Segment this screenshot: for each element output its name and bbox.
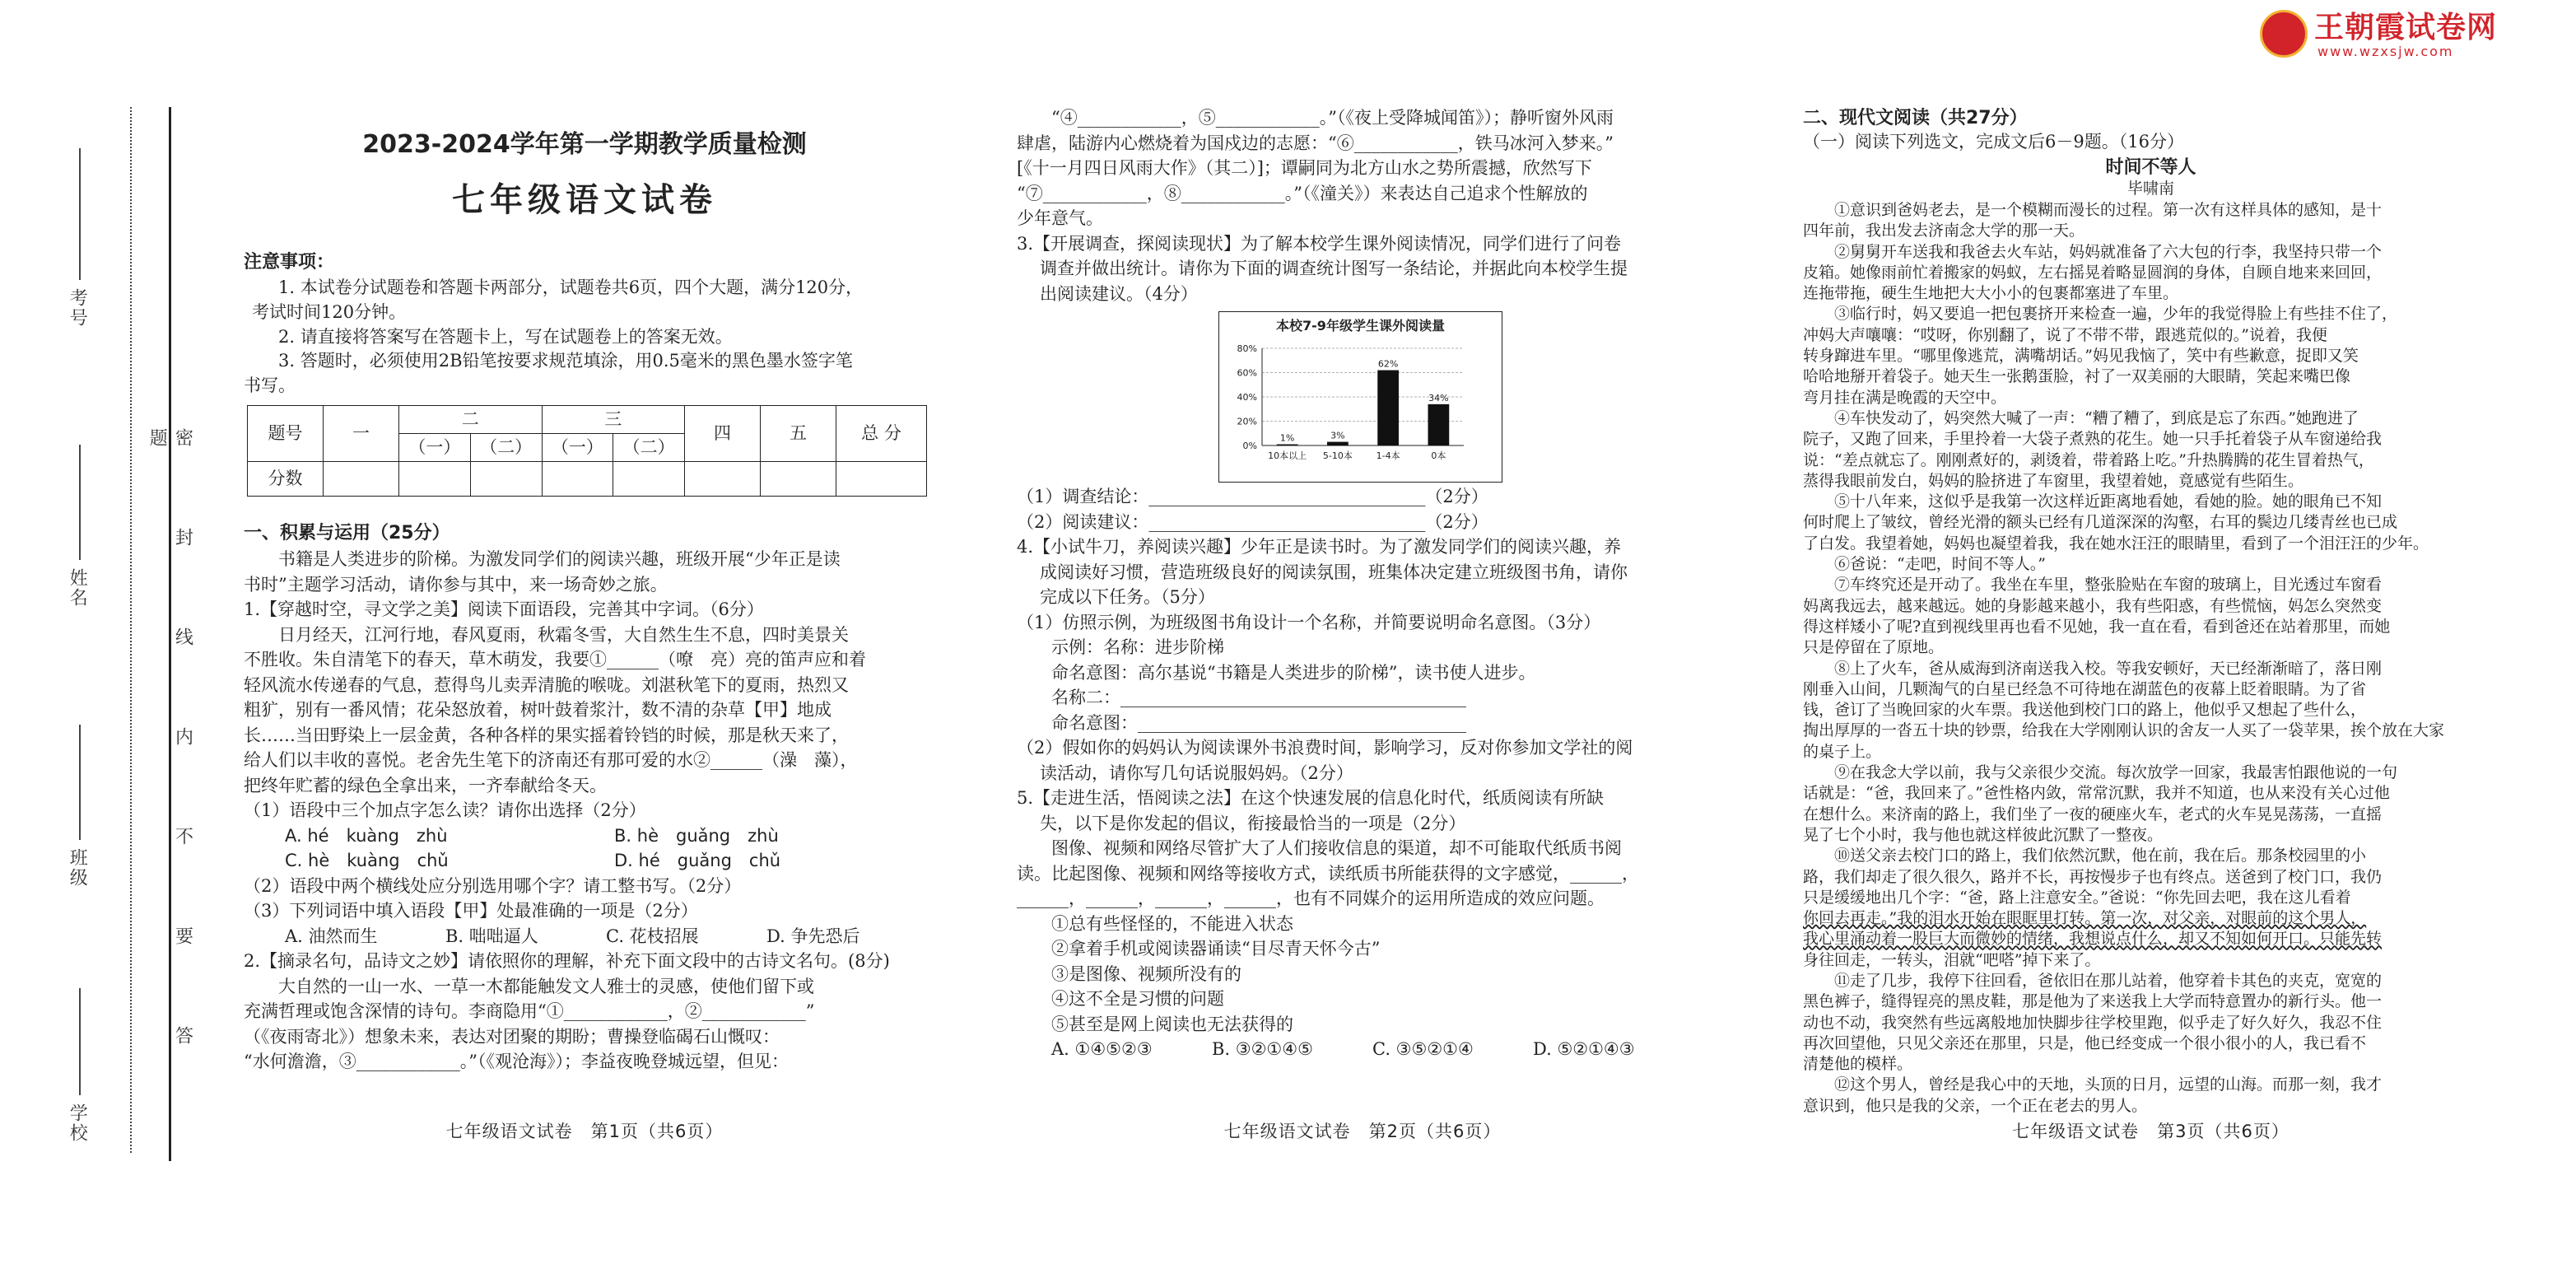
article-line: 弯月挂在满是晚霞的天空中。 bbox=[1803, 388, 2007, 407]
q2-cont-line: “④____________，⑤____________。”（《夜上受降城闻笛》）；静听窗外风雨 bbox=[1051, 108, 1614, 128]
page-3-footer: 七年级语文试卷 第3页（共6页） bbox=[2012, 1122, 2290, 1141]
option-d[interactable]: D. 争先恐后 bbox=[766, 926, 860, 946]
article-line: 院子，又跑了回来，手里拎着一大袋子煮熟的花生。她一只手托着袋子从车窗递给我 bbox=[1803, 430, 2383, 449]
page-1-footer: 七年级语文试卷 第1页（共6页） bbox=[445, 1122, 724, 1141]
site-logo bbox=[2260, 7, 2540, 59]
question-4: 4.【小试牛刀，养阅读兴趣】少年正是读书时。为了激发同学们的阅读兴趣，养 bbox=[1017, 537, 1622, 557]
question-4-2: （2）假如你的妈妈认为阅读课外书浪费时间，影响学习，反对你参加文学社的阅 bbox=[1017, 738, 1633, 758]
option-d[interactable]: D. hé guǎng chǔ bbox=[614, 851, 781, 870]
options-row bbox=[1017, 1037, 1708, 1062]
question-1: 1.【穿越时空，寻文学之美】阅读下面语段，完善其中字词。（6分） bbox=[244, 599, 764, 619]
q2-cont-line: 少年意气。 bbox=[1017, 208, 1103, 228]
question-5-line: 失，以下是你发起的倡议，衔接最恰当的一项是（2分） bbox=[1040, 813, 1466, 833]
y-tick-label: 0% bbox=[1242, 441, 1257, 451]
article-line: ⑤十八年来，这似乎是我第一次这样近距离地看她，看她的脸。她的眼角已不知 bbox=[1834, 492, 2383, 511]
note-line: 3. 答题时，必须使用2B铅笔按要求规范填涂，用0.5毫米的黑色墨水签字笔 bbox=[278, 351, 853, 371]
question-5: 5.【走进生活，悟阅读之法】在这个快速发展的信息化时代，纸质阅读有所缺 bbox=[1017, 788, 1605, 808]
x-tick-label: 5-10本 bbox=[1322, 450, 1353, 461]
sub-col: （一） bbox=[399, 434, 471, 462]
article-line: ④车快发动了，妈突然大喊了一声：“糟了糟了，到底是忘了东西。”她跑进了 bbox=[1834, 408, 2359, 427]
note-line: 1. 本试卷分试题卷和答题卡两部分，试题卷共6页，四个大题，满分120分， bbox=[278, 278, 864, 297]
y-tick-label: 20% bbox=[1237, 416, 1257, 427]
score-cell[interactable] bbox=[324, 462, 399, 497]
notes-block bbox=[244, 276, 927, 399]
article-line: 皮箱。她像雨前忙着搬家的妈蚁，左右摇晃着略显圆润的身体，自顾自地来来回回， bbox=[1803, 263, 2383, 282]
dotted-seal-line bbox=[130, 107, 132, 1153]
question-1-2: （2）语段中两个横线处应分别选用哪个字？请工整书写。（2分） bbox=[244, 875, 742, 896]
article-line: 蒸得我眼前发白，妈妈的脸挤进了车窗里，我望着她，竟感觉有些陌生。 bbox=[1803, 471, 2304, 490]
q2-cont-line: “⑦____________，⑧____________。”（《潼关》）来表达自己追求个性解放的 bbox=[1017, 183, 1588, 203]
school-label: 学校 bbox=[67, 1103, 88, 1143]
logo-emblem-icon bbox=[2260, 10, 2308, 58]
q2-cont-line: 肆虐，陆游内心燃烧着为国戍边的志愿：“⑥____________，铁马冰河入梦来。” bbox=[1017, 133, 1614, 153]
data-label: 1% bbox=[1279, 432, 1295, 444]
article-line: 四年前，我出发去济南念大学的那一天。 bbox=[1803, 222, 2085, 240]
article-line: 只是停留在了原地。 bbox=[1803, 638, 1945, 657]
seal-notice: 密 封 线 内 不 要 答 题 bbox=[147, 428, 193, 1082]
example-line: 示例：名称：进步阶梯 bbox=[1051, 637, 1224, 657]
chart-bar bbox=[1327, 442, 1349, 445]
col-1: 一 bbox=[324, 406, 399, 462]
article-line: ②舅舅开车送我和我爸去火车站，妈妈就准备了六大包的行李，我坚持只带一个 bbox=[1834, 242, 2383, 261]
col-5: 五 bbox=[761, 406, 836, 462]
article-line: 动也不动，我突然有些远离般地加快脚步往学校里跑，似乎走了好久好久，我忍不住 bbox=[1803, 1013, 2383, 1032]
name-answer-field[interactable]: 名称二：________________________________________ bbox=[1051, 688, 1466, 707]
data-label: 3% bbox=[1330, 430, 1345, 441]
sub-col: （一） bbox=[542, 434, 613, 462]
article-line: ⑪走了几步，我停下往回看，爸依旧在那儿站着，他穿着卡其色的夹克，宽宽的 bbox=[1834, 971, 2383, 990]
section-2-sub: （一）阅读下列选文，完成文后6－9题。（16分） bbox=[1803, 132, 2184, 152]
question-3-2: （2）阅读建议：________________________________（2分） bbox=[1017, 511, 1488, 532]
question-4-2-line: 读活动，请你写几句话说服妈妈。（2分） bbox=[1040, 763, 1353, 783]
question-4-1: （1）仿照示例，为班级图书角设计一个名称，并简要说明命名意图。（3分） bbox=[1017, 612, 1601, 632]
article-line: ⑨在我念大学以前，我与父亲很少交流。每次放学一回家，我最害怕跟他说的一句 bbox=[1834, 763, 2398, 782]
article-line: 我心里涌动着一股巨大而微妙的情绪，我想说点什么，却又不知如何开口。只能先转 bbox=[1803, 930, 2383, 949]
option-c[interactable]: C. ③⑤②①④ bbox=[1372, 1039, 1474, 1059]
options-row bbox=[244, 823, 927, 849]
y-tick-label: 60% bbox=[1237, 367, 1257, 379]
article-line: ⑩送父亲去校门口的路上，我们依然沉默，他在前，我在后。那条校园里的小 bbox=[1834, 847, 2367, 865]
score-cell[interactable] bbox=[761, 462, 836, 497]
article-line: 哈哈地掰开着袋子。她天生一张鹅蛋脸，衬了一双美丽的大眼睛，笑起来嘴巴像 bbox=[1803, 367, 2351, 386]
reading-chart bbox=[1218, 311, 1502, 483]
article-line: 钱，爸订了当晚回家的火车票。我送他到校门口的路上，他似乎又想起了些什么， bbox=[1803, 701, 2367, 720]
class-label: 班级 bbox=[67, 848, 88, 888]
y-tick-label: 80% bbox=[1237, 343, 1257, 354]
example-line: 命名意图：高尔基说“书籍是人类进步的阶梯”，读书使人进步。 bbox=[1051, 662, 1536, 683]
passage-line: 不胜收。朱自清笔下的春天，草木萌发，我要①______（嘹 亮）亮的笛声应和着 bbox=[244, 650, 866, 669]
question-3-line: 出阅读建议。（4分） bbox=[1040, 283, 1198, 304]
option-b[interactable]: B. 咄咄逼人 bbox=[445, 926, 538, 946]
passage-line: 长……当田野染上一层金黄，各种各样的果实摇着铃铛的时候，那是秋天来了， bbox=[244, 725, 849, 745]
passage-line: 把终年贮蓄的绿色全拿出来，一齐奉献给冬天。 bbox=[244, 775, 607, 795]
article-line: 得这样矮小了呢?直到视线里再也看不见她，我一直在看，看到爸还在站着那里，而她 bbox=[1803, 617, 2391, 636]
question-3-line: 调查并做出统计。请你为下面的调查统计图写一条结论，并据此向本校学生提 bbox=[1040, 259, 1628, 278]
col-2: 二 bbox=[399, 406, 543, 434]
article-line: ①意识到爸妈老去，是一个模糊而漫长的过程。第一次有这样具体的感知，是十 bbox=[1834, 201, 2383, 219]
article-line: 话就是：“爸，我回来了。”爸性格内敛，常常沉默，我并不知道，也从来没有关心过他 bbox=[1803, 784, 2390, 803]
chart-bar bbox=[1377, 371, 1399, 445]
score-cell[interactable] bbox=[470, 462, 542, 497]
option-d[interactable]: D. ⑤②①④③ bbox=[1533, 1039, 1635, 1059]
article-author: 毕啸南 bbox=[2126, 180, 2174, 198]
binding-strip bbox=[0, 99, 193, 1161]
score-cell[interactable] bbox=[613, 462, 685, 497]
article-line: ⑧上了火车，爸从威海到济南送我入校。等我安顿好，天已经渐渐暗了，落日刚 bbox=[1834, 659, 2383, 678]
article-line: ③临行时，妈又要追一把包裹挤开来检查一遍，少年的我觉得脸上有些挂不住了， bbox=[1834, 305, 2398, 324]
notes-title: 注意事项： bbox=[244, 252, 335, 273]
page2-mid bbox=[1017, 484, 1708, 1062]
score-table bbox=[247, 405, 927, 497]
score-row-label: 分数 bbox=[248, 462, 324, 497]
logo-name: 王朝霞试卷网 bbox=[2314, 11, 2498, 44]
article-line: 你回去再走。”我的泪水开始在眼眶里打转。第一次，对父亲，对眼前的这个男人， bbox=[1803, 909, 2367, 928]
note-line: 书写。 bbox=[244, 375, 296, 396]
question-1-1: （1）语段中三个加点字怎么读？请你出选择（2分） bbox=[244, 800, 646, 820]
note-line: 2. 请直接将答案写在答题卡上，写在试题卷上的答案无效。 bbox=[278, 326, 733, 347]
name-line bbox=[79, 445, 81, 560]
article-line: 黑色裤子，缝得锃亮的黑皮鞋，那是他为了来送我上大学而特意置办的新行头。他一 bbox=[1803, 992, 2383, 1011]
q5-text-line: ______，______，______，______，也有不同媒介的运用所造成的效应问题。 bbox=[1017, 889, 1605, 908]
page1-body bbox=[244, 547, 927, 1075]
passage-line: 给人们以丰收的喜悦。老舍先生笔下的济南还有那可爱的水②______（澡 藻）， bbox=[244, 750, 858, 770]
article-line: 冲妈大声嚷嚷：“哎呀，你别翻了，说了不带不带，跟逃荒似的。”说着，我便 bbox=[1803, 325, 2327, 344]
score-cell[interactable] bbox=[399, 462, 471, 497]
q5-item: ②拿着手机或阅读器诵读“目尽青天怀今古” bbox=[1051, 939, 1381, 958]
option-a[interactable]: A. hé kuàng zhù bbox=[285, 825, 448, 846]
passage-line: 轻风流水传递春的气息，惹得鸟儿卖弄清脆的喉咙。刘湛秋笔下的夏雨，热烈又 bbox=[244, 674, 849, 695]
section-2-title: 二、现代文阅读（共27分） bbox=[1803, 108, 2028, 128]
binding-solid-line bbox=[169, 107, 171, 1161]
option-c[interactable]: C. 花枝招展 bbox=[606, 926, 699, 946]
col-tihao: 题号 bbox=[248, 406, 324, 462]
question-3: 3.【开展调查，探阅读现状】为了解本校学生课外阅读情况，同学们进行了问卷 bbox=[1017, 233, 1622, 254]
class-line bbox=[79, 725, 81, 840]
q5-text-line: 图像、视频和网络尽管扩大了人们接收信息的渠道，却不可能取代纸质书阅 bbox=[1051, 838, 1622, 858]
article-title: 时间不等人 bbox=[2105, 157, 2196, 178]
article-line: 只是缓缓地出几个字：“爸，路上注意安全。”爸说：“你先回去吧，我在这儿看着 bbox=[1803, 888, 2351, 907]
exam-no-line bbox=[79, 148, 81, 280]
col-3: 三 bbox=[542, 406, 685, 434]
chart-bar bbox=[1428, 404, 1450, 445]
article-line: ⑫这个男人，曾经是我心中的天地，头顶的日月，远望的山海。而那一刻，我才 bbox=[1834, 1075, 2383, 1094]
sub-col: （二） bbox=[613, 434, 685, 462]
article-line: 何时爬上了皱纹，曾经光滑的额头已经有几道深深的沟壑，右耳的鬓边几缕青丝也已成 bbox=[1803, 513, 2398, 532]
article-line: 身往回走，一转头，泪就“吧嗒”掉下来了。 bbox=[1803, 950, 2101, 969]
q2-line: （《夜雨寄北》）想象未来，表达对团聚的期盼；曹操登临碣石山慨叹： bbox=[244, 1026, 780, 1047]
passage-line: 粗犷，别有一番风情；花朵怒放着，树叶鼓着浆汁，数不清的杂草【甲】地成 bbox=[244, 700, 831, 720]
q5-item: ⑤甚至是网上阅读也无法获得的 bbox=[1051, 1014, 1293, 1034]
exam-title: 七年级语文试卷 bbox=[452, 181, 717, 219]
option-b[interactable]: B. hè guǎng zhù bbox=[614, 825, 779, 846]
article-line: 路，我们却走了很久很久，路并不长，再按慢步子也有终点。送爸到了校门口，我仍 bbox=[1803, 867, 2383, 886]
article-body bbox=[1803, 200, 2499, 1117]
score-cell[interactable] bbox=[836, 462, 927, 497]
option-a[interactable]: A. 油然而生 bbox=[285, 926, 378, 946]
q5-item: ①总有些怪怪的，不能进入状态 bbox=[1051, 913, 1293, 934]
page2-top bbox=[1017, 105, 1708, 306]
options-row bbox=[244, 924, 927, 949]
article-line: 刚垂入山间，几颗淘气的白星已经急不可待地在湖蓝色的夜幕上眨着眼睛。为了省 bbox=[1803, 679, 2367, 698]
q5-item: ③是图像、视频所没有的 bbox=[1051, 963, 1241, 984]
article-line: 清楚他的模样。 bbox=[1803, 1055, 1913, 1074]
x-tick-label: 0本 bbox=[1431, 450, 1446, 461]
article-line: ⑦车终究还是开动了。我坐在车里，整张脸贴在车窗的玻璃上，目光透过车窗看 bbox=[1834, 576, 2383, 595]
score-cell[interactable] bbox=[542, 462, 613, 497]
q5-item: ④这不全是习惯的问题 bbox=[1051, 989, 1224, 1009]
intent-answer-field[interactable]: 命名意图：______________________________________ bbox=[1051, 712, 1466, 733]
data-label: 62% bbox=[1377, 358, 1399, 370]
article-line: 转身蹿进车里。“哪里像逃荒，满嘴胡话。”妈见我恼了，笑中有些歉意，捉即又笑 bbox=[1803, 347, 2359, 366]
option-c[interactable]: C. hè kuàng chǔ bbox=[285, 851, 449, 870]
exam-header: 2023-2024学年第一学期教学质量检测 bbox=[362, 130, 807, 159]
q2-line: “水何澹澹，③____________。”（《观沧海》）；李益夜晚登城远望，但见： bbox=[244, 1052, 789, 1071]
options-row bbox=[244, 848, 927, 874]
article-line: 掏出厚厚的一沓五十块的钞票，给我在大学刚刚认识的舍友一人买了一袋苹果，挨个放在大家 bbox=[1803, 721, 2445, 740]
school-line bbox=[79, 988, 81, 1095]
logo-url: www.wzxsjw.com bbox=[2317, 44, 2454, 59]
sub-col: （二） bbox=[470, 434, 542, 462]
note-line: 考试时间120分钟。 bbox=[252, 301, 407, 322]
col-total: 总 分 bbox=[836, 406, 927, 462]
intro-line: 书籍是人类进步的阶梯。为激发同学们的阅读兴趣，班级开展“少年正是读 bbox=[278, 549, 841, 569]
question-1-3: （3）下列词语中填入语段【甲】处最准确的一项是（2分） bbox=[244, 901, 698, 921]
section-1-title: 一、积累与运用（25分） bbox=[244, 523, 450, 543]
article-line: 再次回望他，只见父亲还在那里，只是，他已经变成一个很小很小的人，我已看不 bbox=[1803, 1033, 2367, 1052]
article-line: ⑥爸说：“走吧，时间不等人。” bbox=[1834, 555, 2046, 574]
data-label: 34% bbox=[1428, 392, 1449, 403]
option-b[interactable]: B. ③②①④⑤ bbox=[1212, 1039, 1313, 1059]
article-line: 在想什么。来济南的路上，我们坐了一夜的硬座火车，老式的火车晃晃荡荡，一直摇 bbox=[1803, 805, 2383, 823]
option-a[interactable]: A. ①④⑤②③ bbox=[1051, 1039, 1153, 1059]
exam-no-label: 考号 bbox=[67, 288, 88, 328]
page-2-footer: 七年级语文试卷 第2页（共6页） bbox=[1223, 1122, 1502, 1141]
q2-line: 充满哲理或饱含深情的诗句。李商隐用“①____________，②____________” bbox=[244, 1001, 815, 1021]
q2-line: 大自然的一山一水、一草一木都能触发文人雅士的灵感，使他们留下或 bbox=[278, 976, 814, 996]
passage-line: 日月经天，江河行地，春风夏雨，秋霜冬雪，大自然生生不息，四时美景关 bbox=[278, 624, 849, 645]
name-label: 姓名 bbox=[67, 568, 88, 608]
x-tick-label: 10本以上 bbox=[1268, 450, 1307, 461]
article-line: 的桌子上。 bbox=[1803, 742, 1882, 761]
y-tick-label: 40% bbox=[1237, 392, 1257, 403]
intro-line: 书时”主题学习活动，请你参与其中，来一场奇妙之旅。 bbox=[244, 574, 668, 595]
x-tick-label: 1-4本 bbox=[1376, 450, 1400, 461]
question-3-1: （1）调查结论：________________________________（2分） bbox=[1017, 487, 1488, 506]
article-line: 意识到，他只是我的父亲，一个正在老去的男人。 bbox=[1803, 1096, 2148, 1115]
col-4: 四 bbox=[685, 406, 761, 462]
article-line: 了白发。我望着她，妈妈也凝望着我，我在她水汪汪的眼睛里，看到了一个泪汪汪的少年。 bbox=[1803, 534, 2429, 553]
question-2: 2.【摘录名句，品诗文之妙】请依照你的理解，补充下面文段中的古诗文名句。(8分) bbox=[244, 951, 890, 971]
chart-title: 本校7-9年级学生课外阅读量 bbox=[1276, 318, 1445, 333]
question-4-line: 完成以下任务。（5分） bbox=[1040, 587, 1215, 607]
article-line: 晃了七个小时，我与他也就这样彼此沉默了一整夜。 bbox=[1803, 825, 2164, 844]
score-cell[interactable] bbox=[685, 462, 761, 497]
article-line: 说：“差点就忘了。刚刚煮好的，剥烫着，带着路上吃。”升热腾腾的花生冒着热气， bbox=[1803, 450, 2374, 469]
chart-plot bbox=[1219, 340, 1501, 480]
article-line: 连拖带拖，硬生生地把大大小小的包裹都塞进了车里。 bbox=[1803, 284, 2179, 303]
q5-text-line: 读。比起图像、视频和网络等接收方式，读纸质书所能获得的文字感觉，______， bbox=[1017, 863, 1639, 884]
q2-cont-line: [《十一月四日风雨大作》（其二）]；谭嗣同为北方山水之势所震撼，欣然写下 bbox=[1017, 158, 1592, 178]
question-4-line: 成阅读好习惯，营造班级良好的阅读氛围，班集体决定建立班级图书角，请你 bbox=[1040, 562, 1628, 582]
article-line: 妈离我远去，越来越远。她的身影越来越小，我有些阳惑，有些慌恼，妈怎么突然变 bbox=[1803, 596, 2383, 615]
